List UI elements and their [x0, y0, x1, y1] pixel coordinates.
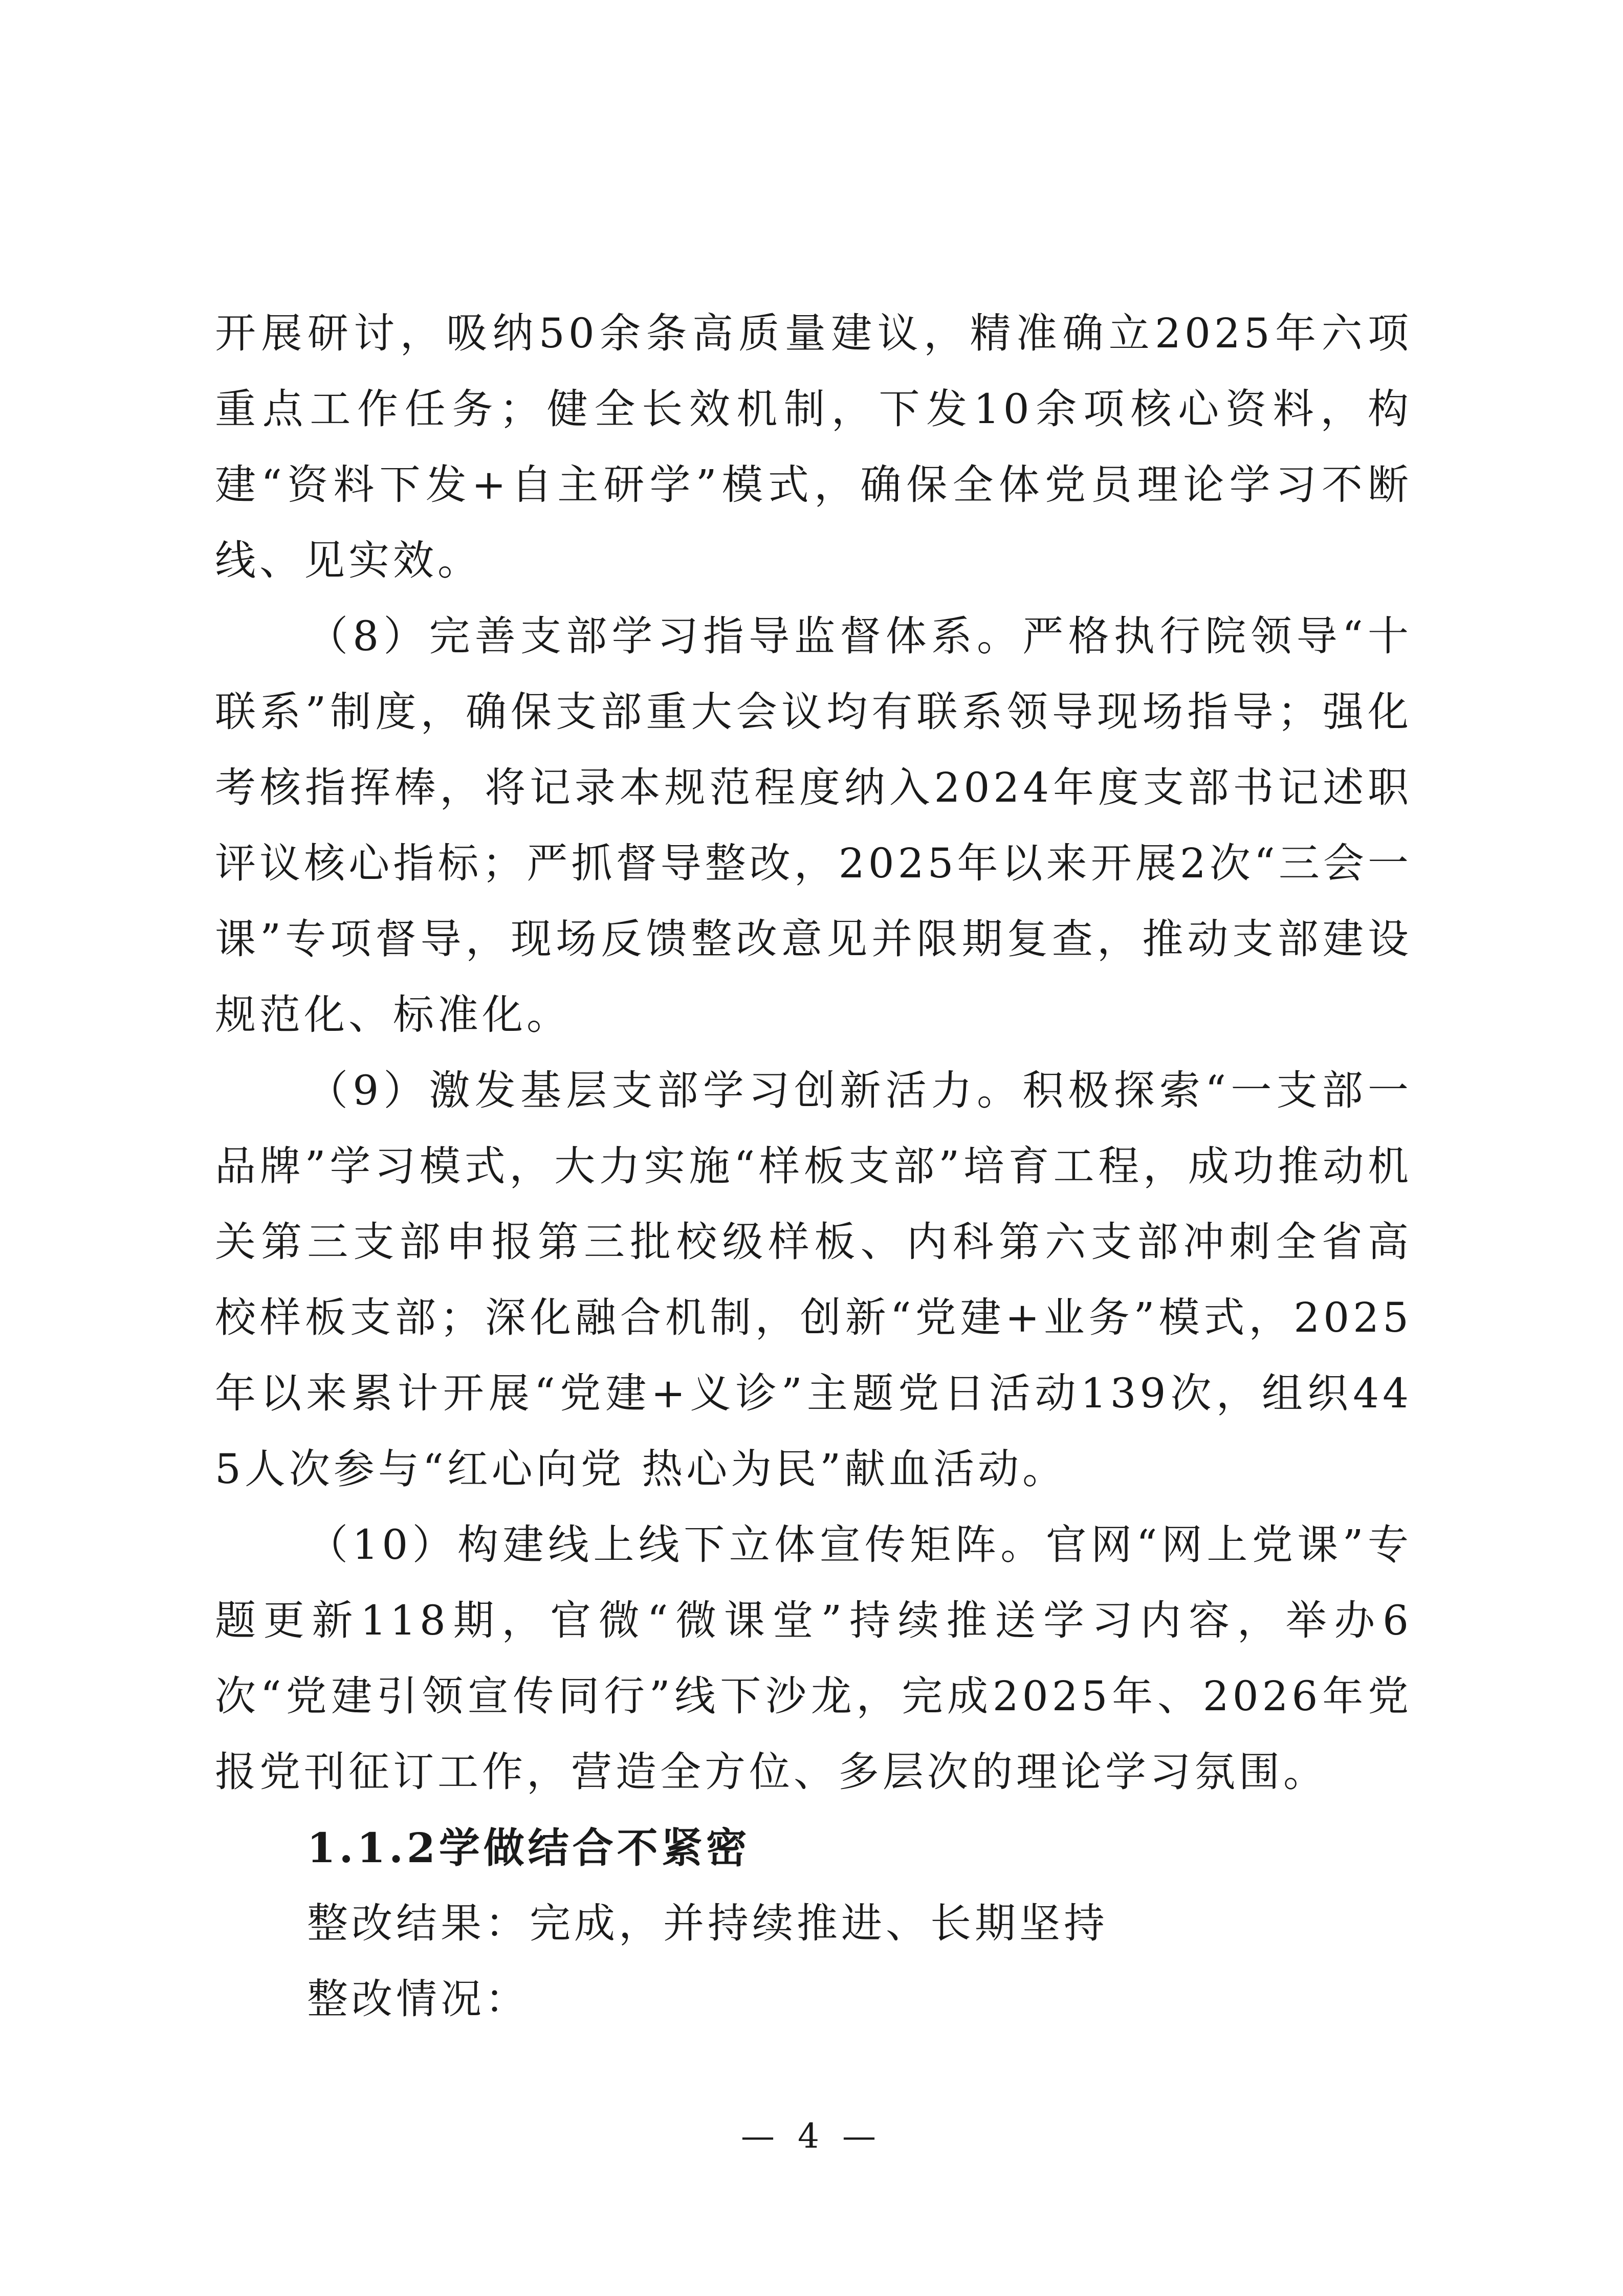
- paragraph-item-10: （10）构建线上线下立体宣传矩阵。官网“网上党课”专题更新118期，官微“微课堂”持续推送学习内容，举办6次“党建引领宣传同行”线下沙龙，完成2025年、2026年党报党刊征订工作，营造全方位、多层次的理论学习氛围。: [215, 1521, 1412, 1796]
- section-heading: 1.1.2学做结合不紧密: [307, 1824, 751, 1872]
- page-number: — 4 —: [741, 2116, 882, 2156]
- document-body: [215, 296, 1412, 2037]
- paragraph-item-8: （8）完善支部学习指导监督体系。严格执行院领导“十联系”制度，确保支部重大会议均有联系领导现场指导；强化考核指挥棒，将记录本规范程度纳入2024年度支部书记述职评议核心指标；严抓督导整改，2025年以来开展2次“三会一课”专项督导，现场反馈整改意见并限期复查，推动支部建设规范化、标准化。: [215, 612, 1412, 1039]
- rectification-status: 整改情况：: [307, 1975, 530, 2023]
- paragraph-intro-continuation: 开展研讨，吸纳50余条高质量建议，精准确立2025年六项重点工作任务；健全长效机制，下发10余项核心资料，构建“资料下发+自主研学”模式，确保全体党员理论学习不断线、见实效。: [215, 310, 1412, 584]
- rectification-result: 整改结果：完成，并持续推进、长期坚持: [307, 1900, 1108, 1947]
- paragraph-item-9: （9）激发基层支部学习创新活力。积极探索“一支部一品牌”学习模式，大力实施“样板支部”培育工程，成功推动机关第三支部申报第三批校级样板、内科第六支部冲刺全省高校样板支部；深化融合机制，创新“党建+业务”模式，2025年以来累计开展“党建+义诊”主题党日活动139次，组织445人次参与“红心向党 热心为民”献血活动。: [215, 1067, 1412, 1493]
